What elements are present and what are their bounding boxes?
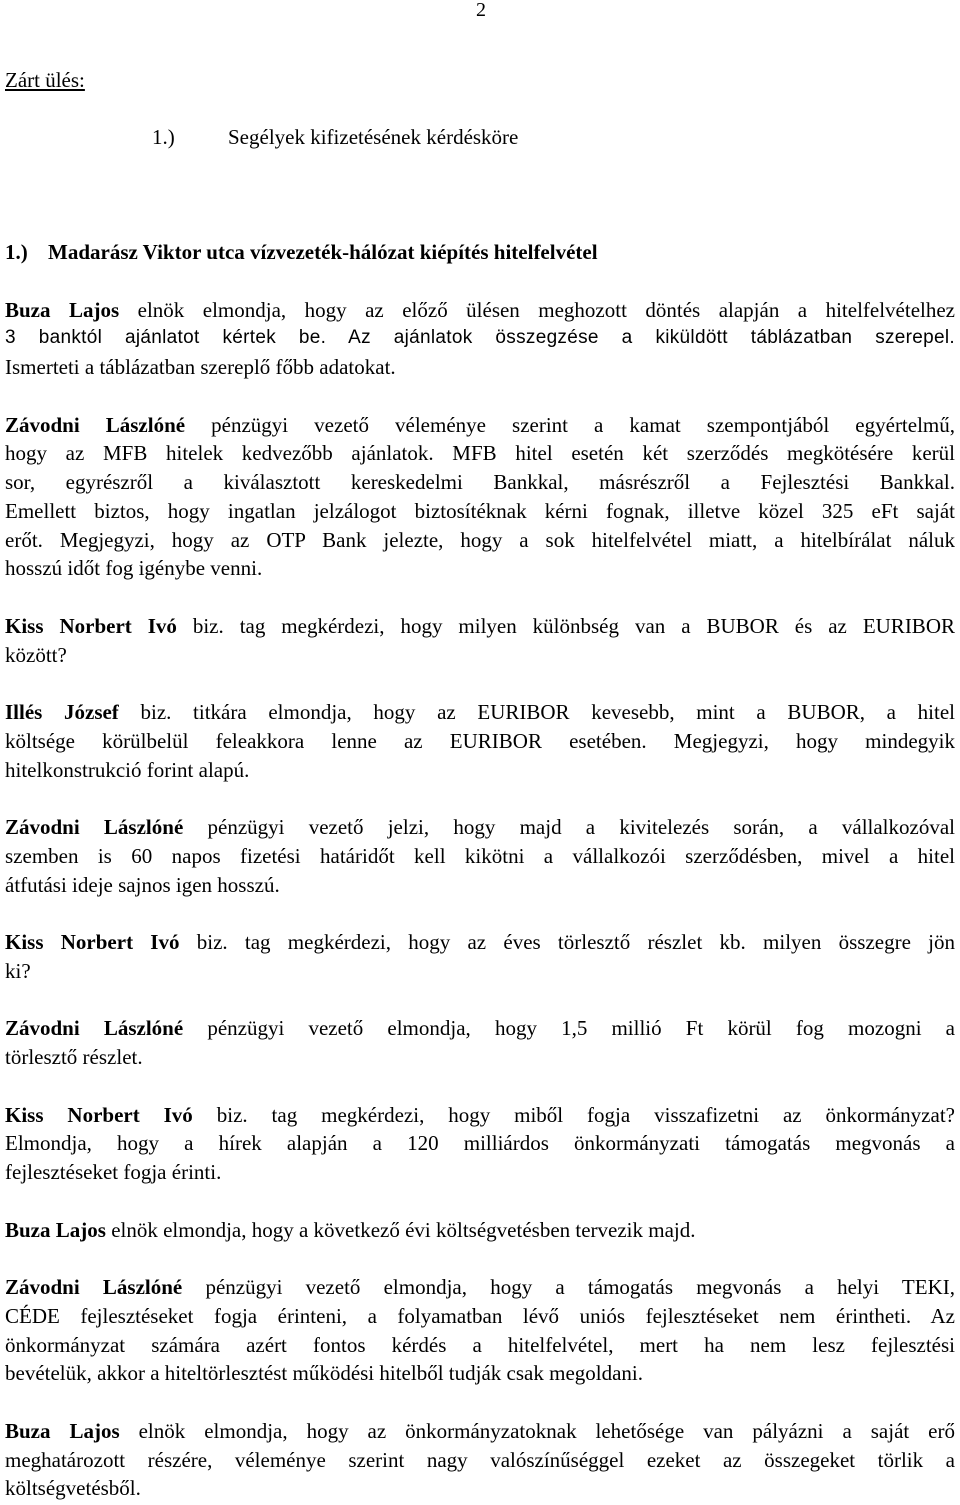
speaker-name: Kiss Norbert Ivó <box>5 930 180 955</box>
paragraph-line <box>5 957 955 986</box>
agenda-number: 1.) <box>152 125 175 150</box>
paragraph-line <box>5 1014 955 1043</box>
speaker-name: Kiss Norbert Ivó <box>5 613 177 638</box>
agenda-title: Segélyek kifizetésének kérdésköre <box>228 125 519 150</box>
paragraph-line <box>5 296 955 325</box>
line-text: erőt. Megjegyzi, hogy az OTP Bank jelezte, hogy a sok hitelfelvétel miatt, a hitelbírálat náluk <box>5 527 955 552</box>
line-text: CÉDE fejlesztéseket fogja érinteni, a folyamatban lévő uniós fejlesztéseket nem érintheti. Az <box>5 1303 955 1328</box>
line-text: sor, egyrészről a kiválasztott kereskedelmi Bankkal, másrészről a Fejlesztési Bankkal. <box>5 470 955 495</box>
line-text: költségvetésből. <box>5 1476 141 1501</box>
paragraph-line <box>5 1216 955 1245</box>
speaker-name: Illés József <box>5 700 119 725</box>
paragraph-line <box>5 411 955 440</box>
paragraph-line <box>5 554 955 583</box>
paragraph <box>5 1417 955 1503</box>
speaker-name: Kiss Norbert Ivó <box>5 1102 193 1127</box>
line-text: pénzügyi vezető véleménye szerint a kamat szempontjából egyértelmű, <box>211 412 956 437</box>
paragraph <box>5 612 955 670</box>
line-text: között? <box>5 642 67 667</box>
speaker-name: Buza Lajos <box>5 297 120 322</box>
speaker-name: Závodni Lászlóné <box>5 1016 184 1041</box>
item-heading <box>5 238 598 267</box>
paragraph <box>5 928 955 986</box>
line-text: pénzügyi vezető jelzi, hogy majd a kivitelezés során, a vállalkozóval <box>207 815 955 840</box>
speaker-name: Buza Lajos <box>5 1217 106 1242</box>
line-text: biz. tag megkérdezi, hogy milyen különbség van a BUBOR és az EURIBOR <box>192 613 955 638</box>
line-text: biz. tag megkérdezi, hogy miből fogja visszafizetni az önkormányzat? <box>216 1102 955 1127</box>
line-text: Elmondja, hogy a hírek alapján a 120 milliárdos önkormányzati támogatás megvonás a <box>5 1131 955 1156</box>
line-text: bevételük, akkor a hiteltörlesztést működési hitelből tudják csak megoldani. <box>5 1361 643 1386</box>
paragraph-line <box>5 698 955 727</box>
line-text: fejlesztéseket fogja érinti. <box>5 1160 222 1185</box>
line-text: átfutási ideje sajnos igen hosszú. <box>5 872 280 897</box>
paragraph-line <box>5 928 955 957</box>
paragraph <box>5 1216 955 1245</box>
line-text: ki? <box>5 958 31 983</box>
paragraph-line <box>5 439 955 468</box>
paragraph <box>5 1273 955 1388</box>
paragraph-line <box>5 612 955 641</box>
line-text: elnök elmondja, hogy a következő évi költségvetésben tervezik majd. <box>111 1217 696 1242</box>
speaker-name: Závodni Lászlóné <box>5 412 186 437</box>
line-text: Ismerteti a táblázatban szereplő főbb adatokat. <box>5 355 396 380</box>
line-text: költsége körülbelül feleakkora lenne az EURIBOR esetében. Megjegyzi, hogy mindegyik <box>5 728 955 753</box>
paragraph <box>5 296 955 382</box>
paragraph <box>5 411 955 584</box>
speaker-name: Buza Lajos <box>5 1418 120 1443</box>
minutes-body <box>5 296 955 1504</box>
paragraph-line <box>5 1474 955 1503</box>
paragraph-line <box>5 1302 955 1331</box>
line-text: biz. tag megkérdezi, hogy az éves törlesztő részlet kb. milyen összegre jön <box>196 930 955 955</box>
paragraph <box>5 1014 955 1072</box>
paragraph-line <box>5 1273 955 1302</box>
line-text: hogy az MFB hitelek kedvezőbb ajánlatok. MFB hitel esetén két szerződés megkötésére kerül <box>5 441 955 466</box>
line-text: hosszú időt fog igénybe venni. <box>5 556 263 581</box>
line-text: biz. titkára elmondja, hogy az EURIBOR kevesebb, mint a BUBOR, a hitel <box>140 700 955 725</box>
line-text: törlesztő részlet. <box>5 1045 143 1070</box>
paragraph-line <box>5 468 955 497</box>
item-number: 1.) <box>5 240 28 265</box>
line-text: pénzügyi vezető elmondja, hogy 1,5 millió Ft körül fog mozogni a <box>207 1016 955 1041</box>
paragraph-line <box>5 1101 955 1130</box>
speaker-name: Závodni Lászlóné <box>5 815 184 840</box>
line-text: 3 banktól ajánlatot kértek be. Az ajánlatok összegzése a kiküldött táblázatban szerepel. <box>5 327 955 349</box>
paragraph-line <box>5 641 955 670</box>
paragraph <box>5 1101 955 1187</box>
page-number: 2 <box>476 0 486 21</box>
line-text: önkormányzat számára azért fontos kérdés a hitelfelvétel, mert ha nem lesz fejlesztési <box>5 1332 955 1357</box>
paragraph-line <box>5 842 955 871</box>
paragraph-line <box>5 1331 955 1360</box>
paragraph-line <box>5 871 955 900</box>
closed-session-heading <box>5 66 85 95</box>
paragraph-line <box>5 353 955 382</box>
paragraph-line <box>5 1043 955 1072</box>
line-text: meghatározott részére, véleménye szerint nagy valószínűséggel ezeket az összegeket törlik a <box>5 1447 955 1472</box>
paragraph-line <box>5 813 955 842</box>
line-text: elnök elmondja, hogy az előző ülésen meghozott döntés alapján a hitelfelvételhez <box>137 297 956 322</box>
paragraph-line <box>5 526 955 555</box>
paragraph-line <box>5 1158 955 1187</box>
paragraph-line <box>5 1129 955 1158</box>
item-title: Madarász Viktor utca vízvezeték-hálózat kiépítés hitelfelvétel <box>48 240 598 265</box>
paragraph-line <box>5 756 955 785</box>
line-text: szemben is 60 napos fizetési határidőt kell kikötni a vállalkozói szerződésben, mivel a hitel <box>5 843 955 868</box>
line-text: Emellett biztos, hogy ingatlan jelzálogot biztosítéknak kérni fognak, illetve közel 325 eFt saját <box>5 498 955 523</box>
paragraph-line <box>5 324 955 353</box>
paragraph-line <box>5 1359 955 1388</box>
agenda-item <box>0 123 960 152</box>
speaker-name: Závodni Lászlóné <box>5 1275 183 1300</box>
line-text: pénzügyi vezető elmondja, hogy a támogatás megvonás a helyi TEKI, <box>205 1275 955 1300</box>
paragraph <box>5 698 955 784</box>
line-text: elnök elmondja, hogy az önkormányzatoknak lehetősége van pályázni a saját erő <box>138 1418 955 1443</box>
line-text: hitelkonstrukció forint alapú. <box>5 757 250 782</box>
paragraph-line <box>5 1446 955 1475</box>
paragraph-line <box>5 497 955 526</box>
paragraph-line <box>5 1417 955 1446</box>
closed-session-label: Zárt ülés: <box>5 67 85 92</box>
paragraph <box>5 813 955 899</box>
paragraph-line <box>5 727 955 756</box>
